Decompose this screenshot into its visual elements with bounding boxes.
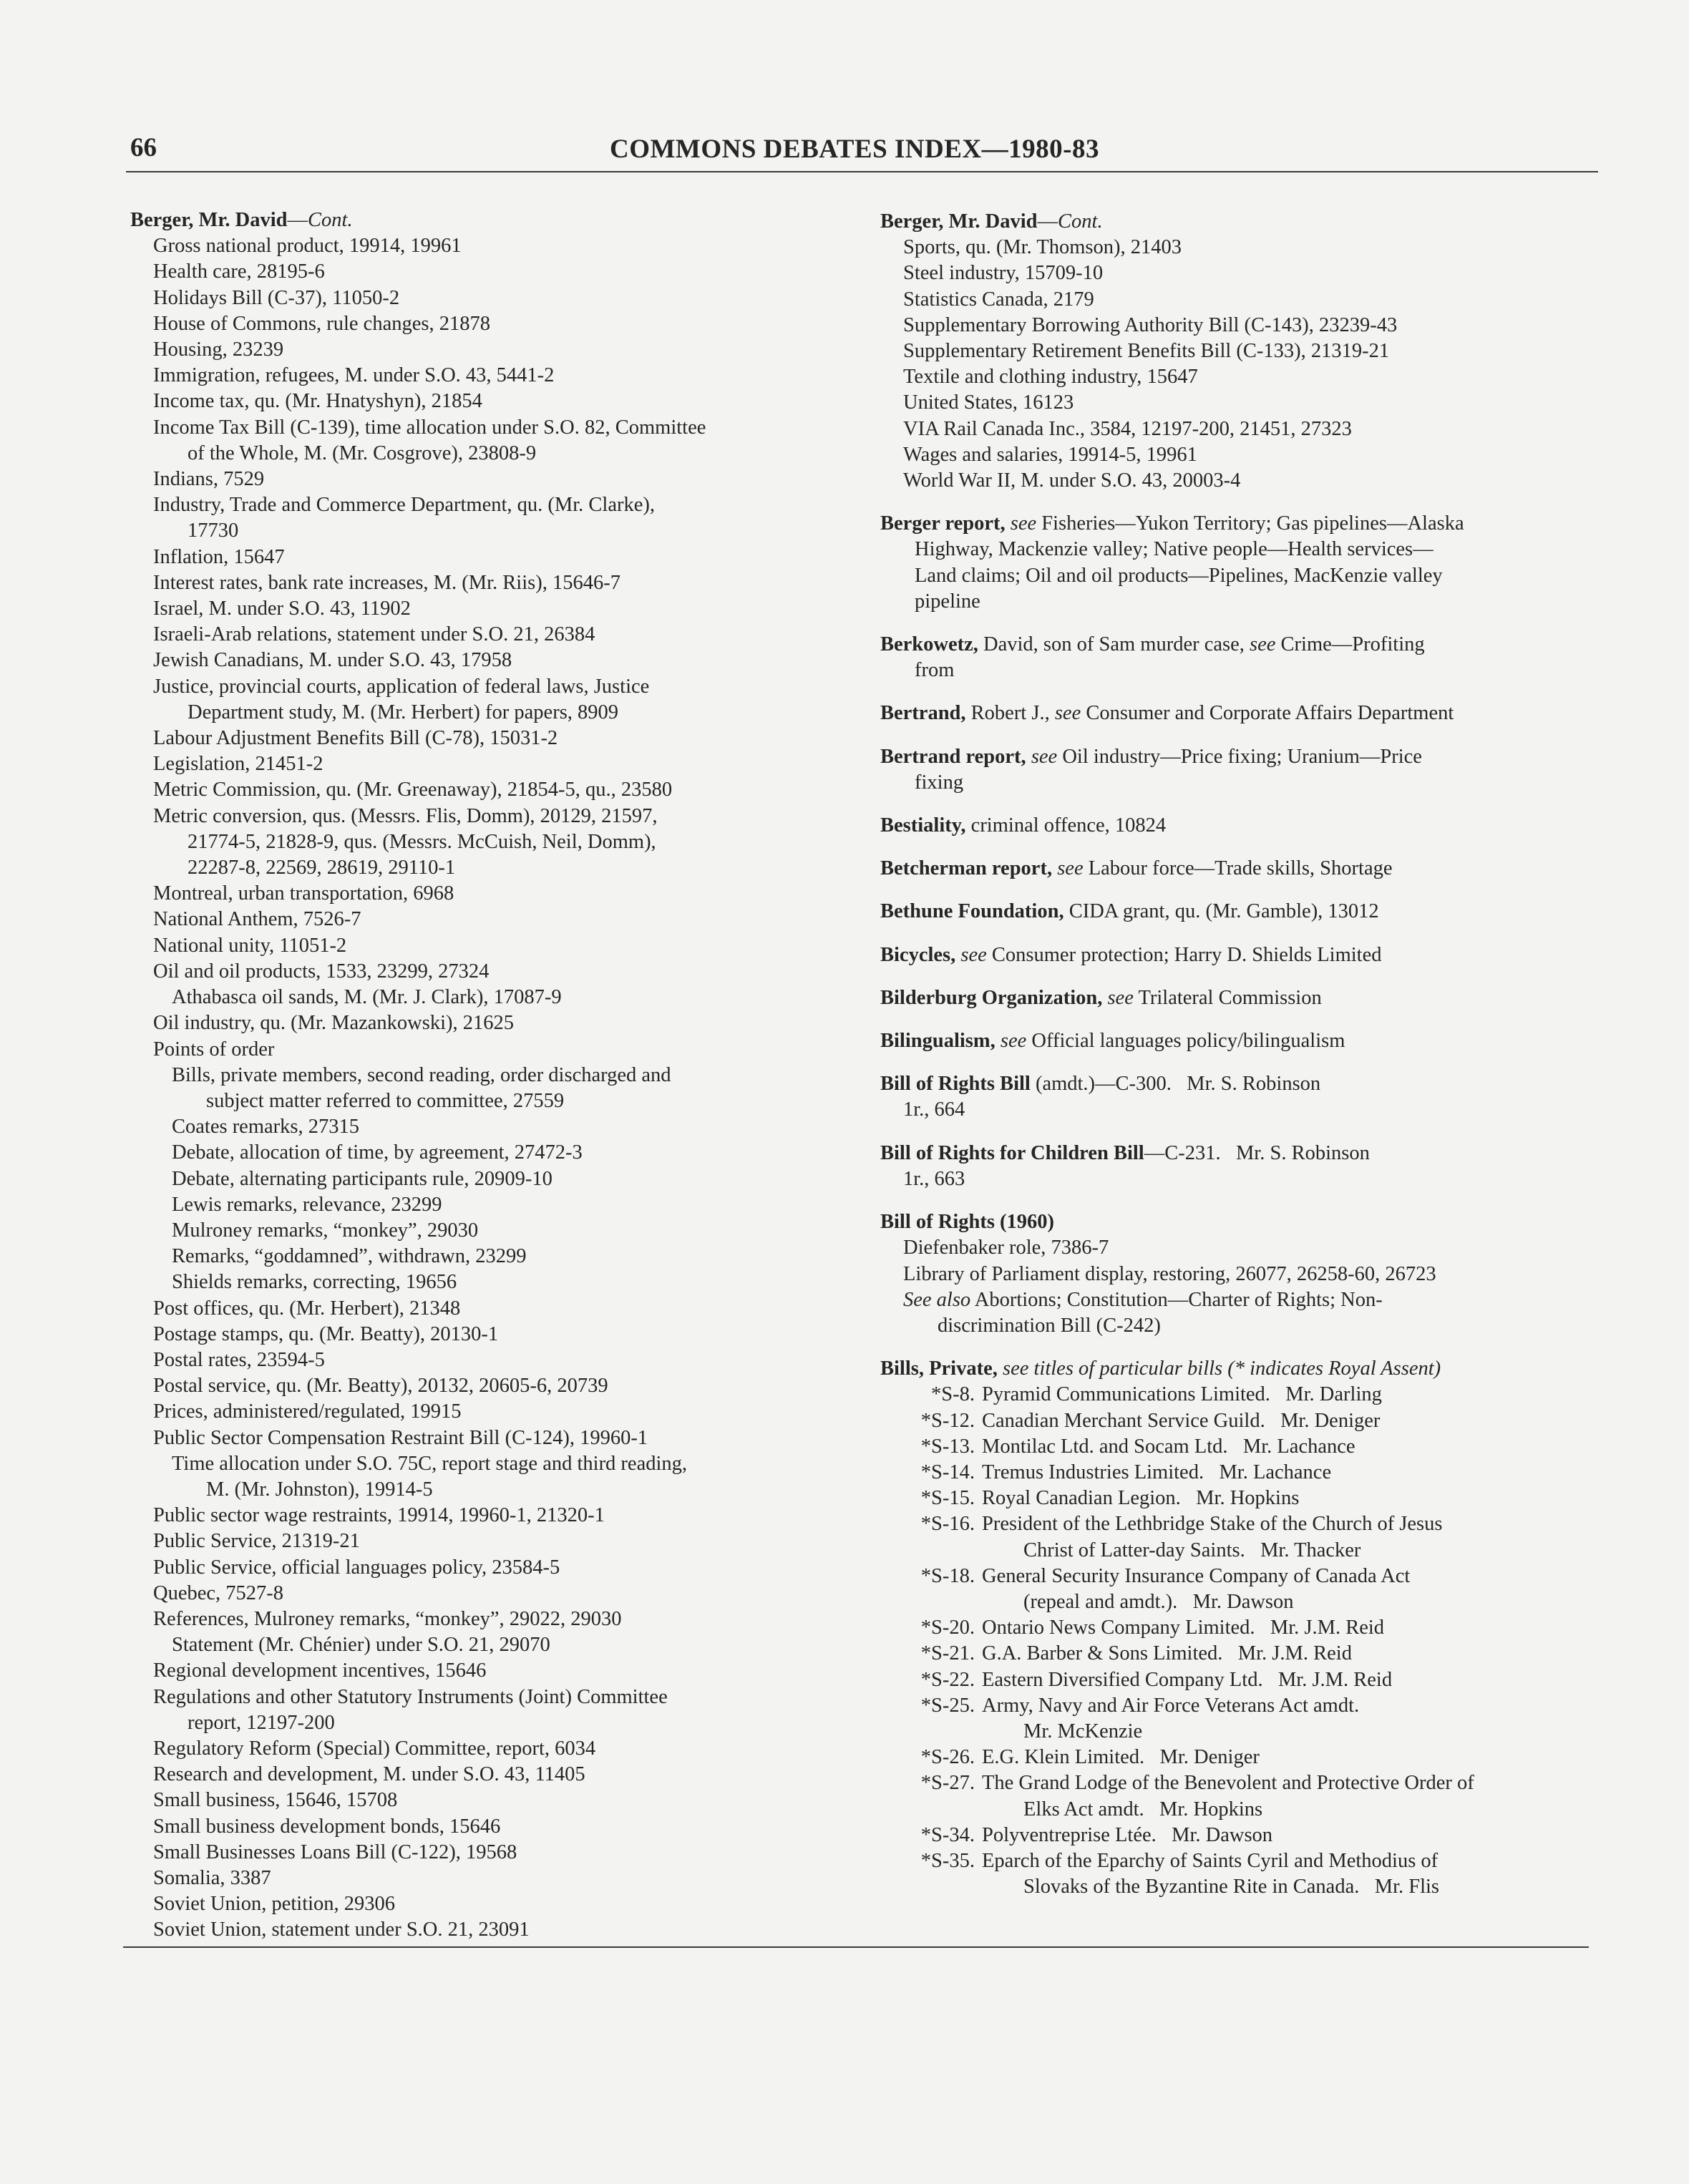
bill-number: *S-26.	[920, 1746, 975, 1769]
index-line: House of Commons, rule changes, 21878	[153, 312, 490, 335]
bill-title: Army, Navy and Air Force Veterans Act amdt.	[982, 1694, 1360, 1717]
bill-item	[880, 1460, 1603, 1486]
see-label: see	[1057, 857, 1084, 880]
entry-text: Labour force—Trade skills, Shortage	[1083, 857, 1393, 880]
right-sub-entries	[880, 235, 1603, 494]
index-line: Statement (Mr. Chénier) under S.O. 21, 29070	[172, 1634, 550, 1657]
see-label: see	[1250, 633, 1276, 656]
entry-head: Betcherman report,	[880, 857, 1053, 880]
bill-item	[880, 1770, 1603, 1796]
index-line: Metric conversion, qus. (Messrs. Flis, Domm), 20129, 21597,	[153, 804, 658, 827]
bill-item	[880, 1382, 1603, 1408]
bill-item	[880, 1486, 1603, 1511]
entry-text: —C-231. Mr. S. Robinson	[1144, 1141, 1370, 1164]
entry-bills-private	[880, 1356, 1603, 1900]
entry-continuation: Land claims; Oil and oil products—Pipelines, MacKenzie valley	[915, 564, 1443, 587]
entry-reading: 1r., 663	[903, 1167, 965, 1190]
index-line: of the Whole, M. (Mr. Cosgrove), 23808-9	[188, 442, 537, 464]
index-line: Steel industry, 15709-10	[903, 262, 1104, 285]
bill-item	[880, 1641, 1603, 1667]
index-line: Post offices, qu. (Mr. Herbert), 21348	[153, 1297, 461, 1320]
bill-title-continuation: Christ of Latter-day Saints. Mr. Thacker	[1023, 1539, 1361, 1561]
index-line: Income tax, qu. (Mr. Hnatyshyn), 21854	[153, 390, 482, 413]
bills-list	[880, 1382, 1603, 1900]
heading-name: Berger, Mr. David	[130, 209, 288, 231]
bill-title: Ontario News Company Limited. Mr. J.M. Reid	[982, 1617, 1385, 1639]
index-line: Postal rates, 23594-5	[153, 1348, 325, 1371]
bill-number: *S-15.	[920, 1487, 975, 1510]
index-line: M. (Mr. Johnston), 19914-5	[206, 1478, 433, 1501]
bill-title: G.A. Barber & Sons Limited. Mr. J.M. Reid	[982, 1642, 1352, 1665]
see-also-cont: discrimination Bill (C-242)	[938, 1314, 1161, 1337]
index-line: Metric Commission, qu. (Mr. Greenaway), 21854-5, qu., 23580	[153, 779, 673, 801]
entry-text: Oil industry—Price fixing; Uranium—Price	[1057, 745, 1422, 768]
see-label: see	[1054, 702, 1081, 725]
see-also-text: Abortions; Constitution—Charter of Rights; Non-	[970, 1288, 1383, 1311]
left-entries	[130, 233, 853, 1943]
index-line: Public sector wage restraints, 19914, 19960-1, 21320-1	[153, 1504, 605, 1527]
entry-head: Bertrand,	[880, 702, 966, 725]
index-line: Gross national product, 19914, 19961	[153, 235, 462, 258]
index-line: Regulations and other Statutory Instruments (Joint) Committee	[153, 1685, 668, 1708]
index-line: Supplementary Borrowing Authority Bill (C-143), 23239-43	[903, 313, 1398, 336]
bill-number: *S-25.	[920, 1694, 975, 1717]
bill-number: *S-21.	[920, 1642, 975, 1665]
bill-number: *S-14.	[920, 1461, 975, 1483]
see-label: see	[1010, 512, 1037, 535]
bill-title: President of the Lethbridge Stake of the Church of Jesus	[982, 1513, 1443, 1536]
entry-continuation: from	[915, 659, 955, 682]
bill-number: *S-16.	[920, 1513, 975, 1536]
entry-head: Bethune Foundation,	[880, 900, 1064, 923]
bill-title: Canadian Merchant Service Guild. Mr. Deniger	[982, 1409, 1381, 1432]
index-entry	[880, 856, 1603, 882]
entry-text: (amdt.)—C-300. Mr. S. Robinson	[1030, 1073, 1321, 1096]
entry-line: Library of Parliament display, restoring, 26077, 26258-60, 26723	[903, 1262, 1436, 1285]
bill-number: *S-18.	[920, 1564, 975, 1587]
entry-continuation: pipeline	[915, 590, 980, 613]
index-line: Indians, 7529	[153, 468, 265, 491]
index-line: Small business, 15646, 15708	[153, 1789, 398, 1812]
index-line: Public Service, 21319-21	[153, 1530, 360, 1553]
right-column	[880, 209, 1603, 1900]
index-line: Interest rates, bank rate increases, M. (Mr. Riis), 15646-7	[153, 571, 620, 594]
index-line: VIA Rail Canada Inc., 3584, 12197-200, 21451, 27323	[903, 417, 1352, 440]
entry-head: Bilderburg Organization,	[880, 986, 1103, 1009]
bill-title: Royal Canadian Legion. Mr. Hopkins	[982, 1487, 1300, 1510]
index-line: Legislation, 21451-2	[153, 753, 323, 776]
index-entry	[880, 899, 1603, 925]
entry-text: Official languages policy/bilingualism	[1026, 1030, 1345, 1053]
index-line: Athabasca oil sands, M. (Mr. J. Clark), 17087-9	[172, 986, 562, 1009]
bill-title: Eparch of the Eparchy of Saints Cyril and Methodius of	[982, 1849, 1439, 1872]
index-line: Regulatory Reform (Special) Committee, report, 6034	[153, 1737, 596, 1760]
entry-head: Bicycles,	[880, 943, 956, 966]
header-rule	[126, 171, 1598, 172]
bill-item	[880, 1511, 1603, 1537]
index-line: Remarks, “goddamned”, withdrawn, 23299	[172, 1245, 527, 1268]
bill-item	[880, 1667, 1603, 1693]
index-heading: Berger, Mr. David—Cont.	[880, 210, 1103, 233]
bill-number: *S-35.	[920, 1849, 975, 1872]
bill-title-continuation: Elks Act amdt. Mr. Hopkins	[1023, 1798, 1263, 1820]
heading-cont: Cont.	[1058, 210, 1103, 233]
index-line: subject matter referred to committee, 27559	[206, 1089, 565, 1112]
index-entry	[880, 701, 1603, 726]
see-also-label: See also	[903, 1288, 971, 1311]
index-line: World War II, M. under S.O. 43, 20003-4	[903, 469, 1241, 492]
entry-head: Bill of Rights Bill	[880, 1073, 1031, 1096]
entry-text: Robert J.,	[965, 702, 1055, 725]
index-line: Industry, Trade and Commerce Department, qu. (Mr. Clarke),	[153, 494, 655, 517]
index-line: Oil industry, qu. (Mr. Mazankowski), 21625	[153, 1012, 514, 1035]
bill-item	[880, 1408, 1603, 1434]
index-line: Postal service, qu. (Mr. Beatty), 20132, 20605-6, 20739	[153, 1375, 608, 1398]
index-line: 17730	[188, 520, 239, 542]
index-line: Israeli-Arab relations, statement under S.O. 21, 26384	[153, 623, 595, 646]
bill-title: Polyventreprise Ltée. Mr. Dawson	[982, 1823, 1273, 1846]
index-line: Points of order	[153, 1038, 275, 1061]
bill-title: Eastern Diversified Company Ltd. Mr. J.M. Reid	[982, 1668, 1393, 1691]
entry-text: Fisheries—Yukon Territory; Gas pipelines—Alaska	[1036, 512, 1464, 535]
index-line: Bills, private members, second reading, order discharged and	[172, 1063, 671, 1086]
index-line: Wages and salaries, 19914-5, 19961	[903, 443, 1197, 466]
index-line: Research and development, M. under S.O. 43, 11405	[153, 1763, 585, 1786]
bill-item	[880, 1434, 1603, 1460]
heading-cont: Cont.	[308, 209, 353, 231]
index-line: Regional development incentives, 15646	[153, 1659, 487, 1682]
bill-item	[880, 1823, 1603, 1848]
index-entry	[880, 632, 1603, 683]
index-entry	[880, 942, 1603, 968]
index-line: United States, 16123	[903, 391, 1074, 414]
entry-text: David, son of Sam murder case,	[978, 633, 1250, 656]
index-line: Supplementary Retirement Benefits Bill (C-133), 21319-21	[903, 340, 1390, 363]
entry-head: Berger report,	[880, 512, 1006, 535]
entry-text: Consumer and Corporate Affairs Department	[1081, 702, 1454, 725]
entry-bill-of-rights-bill	[880, 1071, 1603, 1123]
entry-continuation: Highway, Mackenzie valley; Native people—Health services—	[915, 538, 1434, 561]
index-entry	[880, 813, 1603, 839]
index-line: Small business development bonds, 15646	[153, 1815, 501, 1838]
entry-head: Berkowetz,	[880, 633, 978, 656]
see-label: see	[1107, 986, 1134, 1009]
index-line: Debate, allocation of time, by agreement, 27472-3	[172, 1141, 583, 1164]
bill-title: Montilac Ltd. and Socam Ltd. Mr. Lachance	[982, 1435, 1355, 1458]
index-line: Housing, 23239	[153, 338, 284, 361]
index-line: Montreal, urban transportation, 6968	[153, 882, 454, 905]
index-entry	[880, 1028, 1603, 1054]
index-line: 21774-5, 21828-9, qus. (Messrs. McCuish, Neil, Domm),	[188, 830, 656, 853]
entry-head: Bill of Rights for Children Bill	[880, 1141, 1144, 1164]
entry-text: Trilateral Commission	[1133, 986, 1322, 1009]
index-line: Income Tax Bill (C-139), time allocation under S.O. 82, Committee	[153, 416, 706, 439]
entry-text: CIDA grant, qu. (Mr. Gamble), 13012	[1063, 900, 1379, 923]
entry-continuation: fixing	[915, 771, 964, 794]
index-line: Jewish Canadians, M. under S.O. 43, 17958	[153, 649, 512, 672]
index-line: Soviet Union, statement under S.O. 21, 23091	[153, 1919, 530, 1941]
index-line: Quebec, 7527-8	[153, 1581, 284, 1604]
see-label: see	[1031, 745, 1058, 768]
index-line: Sports, qu. (Mr. Thomson), 21403	[903, 236, 1182, 259]
index-heading: Berger, Mr. David—Cont.	[130, 209, 353, 231]
entry-head: Bills, Private,	[880, 1357, 998, 1380]
entry-head: Bestiality,	[880, 814, 966, 837]
index-line: Debate, alternating participants rule, 20909-10	[172, 1167, 553, 1190]
bill-item	[880, 1848, 1603, 1874]
entry-head: Bilingualism,	[880, 1030, 996, 1053]
index-line: Prices, administered/regulated, 19915	[153, 1400, 462, 1423]
entry-head: Bill of Rights (1960)	[880, 1211, 1055, 1234]
bill-title-continuation: Slovaks of the Byzantine Rite in Canada. Mr. Flis	[1023, 1876, 1440, 1898]
entry-text: criminal offence, 10824	[965, 814, 1167, 837]
page-header-title: COMMONS DEBATES INDEX—1980-83	[610, 135, 1099, 164]
bill-item	[880, 1564, 1603, 1589]
entry-head: Bertrand report,	[880, 745, 1026, 768]
entry-text: Consumer protection; Harry D. Shields Limited	[986, 943, 1382, 966]
index-line: References, Mulroney remarks, “monkey”, 29022, 29030	[153, 1607, 622, 1630]
bill-title: The Grand Lodge of the Benevolent and Protective Order of	[982, 1772, 1474, 1795]
bill-number: *S-8.	[931, 1383, 975, 1406]
bill-title-continuation: Mr. McKenzie	[1023, 1720, 1143, 1742]
bill-item	[880, 1693, 1603, 1719]
index-line: Israel, M. under S.O. 43, 11902	[153, 598, 411, 620]
entry-reading: 1r., 664	[903, 1098, 965, 1121]
bill-number: *S-12.	[920, 1409, 975, 1432]
bill-item	[880, 1745, 1603, 1770]
index-line: Holidays Bill (C-37), 11050-2	[153, 286, 400, 309]
index-line: Inflation, 15647	[153, 545, 285, 568]
index-line: National unity, 11051-2	[153, 934, 347, 957]
bill-number: *S-22.	[920, 1668, 975, 1691]
bill-title: General Security Insurance Company of Canada Act	[982, 1564, 1411, 1587]
index-line: Small Businesses Loans Bill (C-122), 19568	[153, 1841, 517, 1863]
index-line: Immigration, refugees, M. under S.O. 43, 5441-2	[153, 364, 555, 387]
index-line: Lewis remarks, relevance, 23299	[172, 1193, 442, 1216]
page-number: 66	[130, 133, 157, 162]
index-line: Mulroney remarks, “monkey”, 29030	[172, 1219, 479, 1242]
index-entry	[880, 511, 1603, 615]
index-line: Department study, M. (Mr. Herbert) for papers, 8909	[188, 701, 619, 723]
entry-bill-of-rights-children	[880, 1141, 1603, 1192]
index-line: Postage stamps, qu. (Mr. Beatty), 20130-1	[153, 1322, 499, 1345]
index-line: Somalia, 3387	[153, 1867, 271, 1889]
see-label: see	[1000, 1030, 1027, 1053]
bill-item	[880, 1615, 1603, 1641]
index-line: Labour Adjustment Benefits Bill (C-78), 15031-2	[153, 727, 558, 750]
index-entry	[880, 985, 1603, 1011]
index-line: Public Service, official languages policy, 23584-5	[153, 1556, 560, 1579]
bill-title: E.G. Klein Limited. Mr. Deniger	[982, 1746, 1260, 1769]
right-entries	[880, 511, 1603, 1054]
index-line: Oil and oil products, 1533, 23299, 27324	[153, 960, 490, 983]
left-column	[130, 208, 853, 1944]
heading-name: Berger, Mr. David	[880, 210, 1038, 233]
bill-title: Pyramid Communications Limited. Mr. Darling	[982, 1383, 1382, 1406]
bill-title: Tremus Industries Limited. Mr. Lachance	[982, 1461, 1332, 1483]
bill-number: *S-34.	[920, 1823, 975, 1846]
bill-number: *S-20.	[920, 1617, 975, 1639]
index-line: Textile and clothing industry, 15647	[903, 366, 1198, 389]
index-line: Public Sector Compensation Restraint Bill (C-124), 19960-1	[153, 1426, 648, 1449]
index-line: 22287-8, 22569, 28619, 29110-1	[188, 857, 456, 879]
index-line: Shields remarks, correcting, 19656	[172, 1271, 457, 1294]
bill-title-continuation: (repeal and amdt.). Mr. Dawson	[1023, 1590, 1294, 1613]
see-note: see titles of particular bills (* indicates Royal Assent)	[997, 1357, 1441, 1380]
bill-number: *S-27.	[920, 1772, 975, 1795]
entry-bill-of-rights-1960	[880, 1209, 1603, 1339]
footer-rule	[123, 1946, 1589, 1948]
index-line: Time allocation under S.O. 75C, report stage and third reading,	[172, 1452, 688, 1475]
index-line: Justice, provincial courts, application of federal laws, Justice	[153, 675, 650, 698]
see-label: see	[960, 943, 987, 966]
entry-line: Diefenbaker role, 7386-7	[903, 1237, 1109, 1259]
bill-number: *S-13.	[920, 1435, 975, 1458]
index-line: Coates remarks, 27315	[172, 1116, 359, 1139]
index-line: report, 12197-200	[188, 1711, 335, 1734]
entry-text: Crime—Profiting	[1275, 633, 1425, 656]
index-line: National Anthem, 7526-7	[153, 908, 361, 931]
index-line: Soviet Union, petition, 29306	[153, 1893, 396, 1916]
index-line: Health care, 28195-6	[153, 260, 325, 283]
index-line: Statistics Canada, 2179	[903, 288, 1094, 311]
index-entry	[880, 744, 1603, 796]
